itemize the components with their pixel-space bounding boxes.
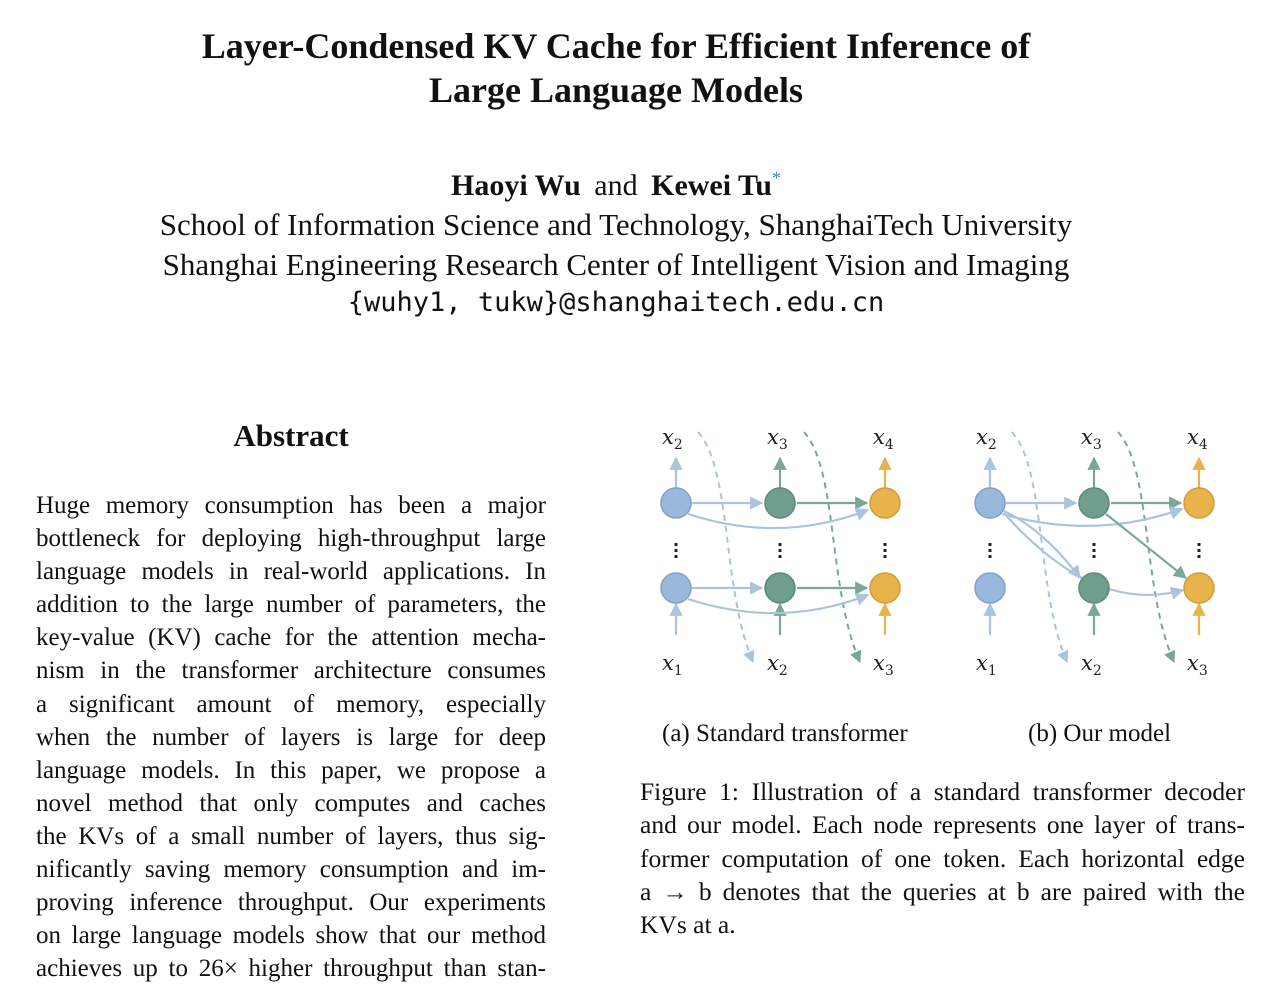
- paper-title: [0, 24, 1232, 112]
- title-line-2: Large Language Models: [429, 70, 803, 110]
- panel-b-our-model: [975, 425, 1214, 679]
- caption-line: Figure 1: Illustration of a standard transformer decoder: [640, 777, 1245, 806]
- affiliation: School of Information Science and Technology, ShanghaiTech University: [159, 207, 1073, 242]
- author-email: {wuhy1, tukw}@shanghaitech.edu.cn: [347, 287, 885, 318]
- title-line-1: Layer-Condensed KV Cache for Efficient Inference of: [201, 26, 1031, 66]
- token-label: $x_2$: [1081, 651, 1102, 679]
- caption-line: and our model. Each node represents one layer of trans-: [640, 810, 1245, 840]
- token-label: $x_2$: [767, 651, 788, 679]
- abstract-heading: Abstract: [233, 418, 349, 453]
- abstract-line: addition to the large number of parameters, the: [36, 591, 546, 619]
- author-conjunction: and: [594, 169, 638, 202]
- affiliation: Shanghai Engineering Research Center of Intelligent Vision and Imaging: [162, 247, 1070, 282]
- caption-line: a → b denotes that the queries at b are paired with the: [640, 876, 1245, 906]
- abstract-line: nificantly saving memory consumption and im-: [36, 856, 546, 884]
- abstract-line: Huge memory consumption has been a major: [36, 492, 546, 519]
- abstract-line: language models. In this paper, we propose a: [36, 756, 546, 784]
- figure-1-diagram: [640, 410, 1260, 710]
- corresponding-author-mark: *: [771, 168, 781, 188]
- abstract-line: bottleneck for deploying high-throughput large: [36, 525, 546, 553]
- token-label: $x_2$: [662, 425, 683, 453]
- dashed-feedback-arrow: [804, 432, 860, 662]
- node-green: [1079, 488, 1109, 518]
- node-blue: [661, 573, 691, 603]
- node-blue: [975, 488, 1005, 518]
- token-label: $x_2$: [976, 425, 997, 453]
- subcaption-b: (b) Our model: [1028, 720, 1172, 747]
- abstract-line: nism in the transformer architecture consumes: [36, 657, 546, 685]
- abstract-line: a significant amount of memory, especially: [36, 690, 546, 718]
- abstract-line: language models in real-world applications. In: [36, 558, 546, 586]
- caption-line: KVs at a.: [640, 910, 736, 940]
- node-yellow: [870, 573, 900, 603]
- author-name: Haoyi Wu: [451, 169, 581, 202]
- author-line: [0, 166, 1232, 206]
- transformer-comparison-svg: [640, 410, 1260, 710]
- token-label: $x_4$: [1187, 425, 1208, 453]
- abstract-line: novel method that only computes and caches: [36, 789, 546, 817]
- token-label: $x_1$: [976, 651, 997, 679]
- node-yellow: [870, 488, 900, 518]
- abstract-line: the KVs of a small number of layers, thus sig-: [36, 822, 546, 850]
- abstract-body: [36, 489, 546, 983]
- abstract-line: proving inference throughput. Our experiments: [36, 889, 546, 917]
- token-label: $x_3$: [767, 425, 788, 453]
- node-yellow: [1184, 573, 1214, 603]
- abstract-line: when the number of layers is large for deep: [36, 723, 546, 751]
- subcaption-a: (a) Standard transformer: [662, 720, 908, 747]
- token-label: $x_3$: [1081, 425, 1102, 453]
- author-name: Kewei Tu: [651, 169, 772, 202]
- node-green: [765, 488, 795, 518]
- node-blue: [661, 488, 691, 518]
- node-blue: [975, 573, 1005, 603]
- node-green: [1079, 573, 1109, 603]
- abstract-line: key-value (KV) cache for the attention mecha-: [36, 624, 546, 652]
- node-green: [765, 573, 795, 603]
- dashed-feedback-arrow: [698, 432, 753, 662]
- abstract-line: on large language models show that our method: [36, 922, 546, 950]
- token-label: $x_3$: [1187, 651, 1208, 679]
- token-label: $x_4$: [873, 425, 894, 453]
- figure-caption: [640, 775, 1245, 941]
- panel-a-standard-transformer: [661, 425, 900, 679]
- node-yellow: [1184, 488, 1214, 518]
- token-label: $x_1$: [662, 651, 683, 679]
- caption-line: former computation of one token. Each horizontal edge: [640, 843, 1245, 873]
- token-label: $x_3$: [873, 651, 894, 679]
- abstract-line: achieves up to 26× higher throughput than stan-: [36, 955, 546, 983]
